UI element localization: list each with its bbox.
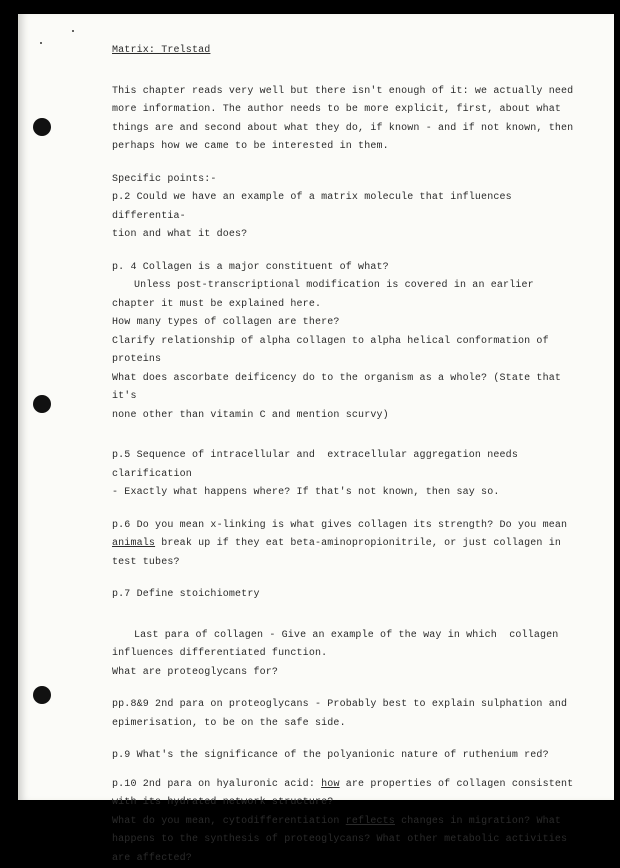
point-p10: What do you mean, cytodifferentiation reflects changes in migration? What [112,813,582,832]
typed-page [18,14,614,800]
speck [72,30,74,32]
point-p5: p.5 Sequence of intracellular and extracellular aggregation needs clarification [112,447,582,484]
point-p7: p.7 Define stoichiometry [112,586,582,605]
point-pp8-9: pp.8&9 2nd para on proteoglycans - Probably best to explain sulphation and [112,696,582,715]
point-p9: p.9 What's the significance of the polyanionic nature of ruthenium red? [112,747,582,766]
punch-hole [33,118,51,136]
collagen-last-para: influences differentiated function. [112,645,582,664]
punch-hole [33,395,51,413]
point-p10: p.10 2nd para on hyaluronic acid: how are properties of collagen consistent [112,776,582,795]
document-body [112,42,582,868]
point-p10: with its hydrated network structure? [112,794,582,813]
point-p2: tion and what it does? [112,226,582,245]
point-p4: Unless post-transcriptional modification is covered in an earlier [112,277,582,296]
point-p6: p.6 Do you mean x-linking is what gives collagen its strength? Do you mean [112,517,582,536]
point-p4: chapter it must be explained here. [112,296,582,315]
intro-line: perhaps how we came to be interested in them. [112,138,582,157]
underlined-word: reflects [346,816,395,827]
intro-line: more information. The author needs to be more explicit, first, about what [112,101,582,120]
collagen-last-para: What are proteoglycans for? [112,664,582,683]
intro-line: This chapter reads very well but there isn't enough of it: we actually need [112,83,582,102]
point-p4: p. 4 Collagen is a major constituent of what? [112,259,582,278]
point-p6: test tubes? [112,554,582,573]
point-p4: none other than vitamin C and mention scurvy) [112,407,582,426]
specific-points-heading: Specific points:- [112,171,582,190]
point-p4: Clarify relationship of alpha collagen to alpha helical conformation of proteins [112,333,582,370]
punch-hole [33,686,51,704]
speck [40,42,42,44]
point-p10: happens to the synthesis of proteoglycans? What other metabolic activities [112,831,582,850]
underlined-word: how [321,779,339,790]
point-p4: How many types of collagen are there? [112,314,582,333]
point-p6: animals break up if they eat beta-aminopropionitrile, or just collagen in [112,535,582,554]
point-pp8-9: epimerisation, to be on the safe side. [112,715,582,734]
document-title: Matrix: Trelstad [112,42,582,61]
point-p2: p.2 Could we have an example of a matrix molecule that influences differentia- [112,189,582,226]
point-p10: are affected? [112,850,582,868]
point-p5: - Exactly what happens where? If that's not known, then say so. [112,484,582,503]
underlined-word: animals [112,538,155,549]
collagen-last-para: Last para of collagen - Give an example of the way in which collagen [112,627,582,646]
intro-line: things are and second about what they do, if known - and if not known, then [112,120,582,139]
point-p4: What does ascorbate deificency do to the organism as a whole? (State that it's [112,370,582,407]
